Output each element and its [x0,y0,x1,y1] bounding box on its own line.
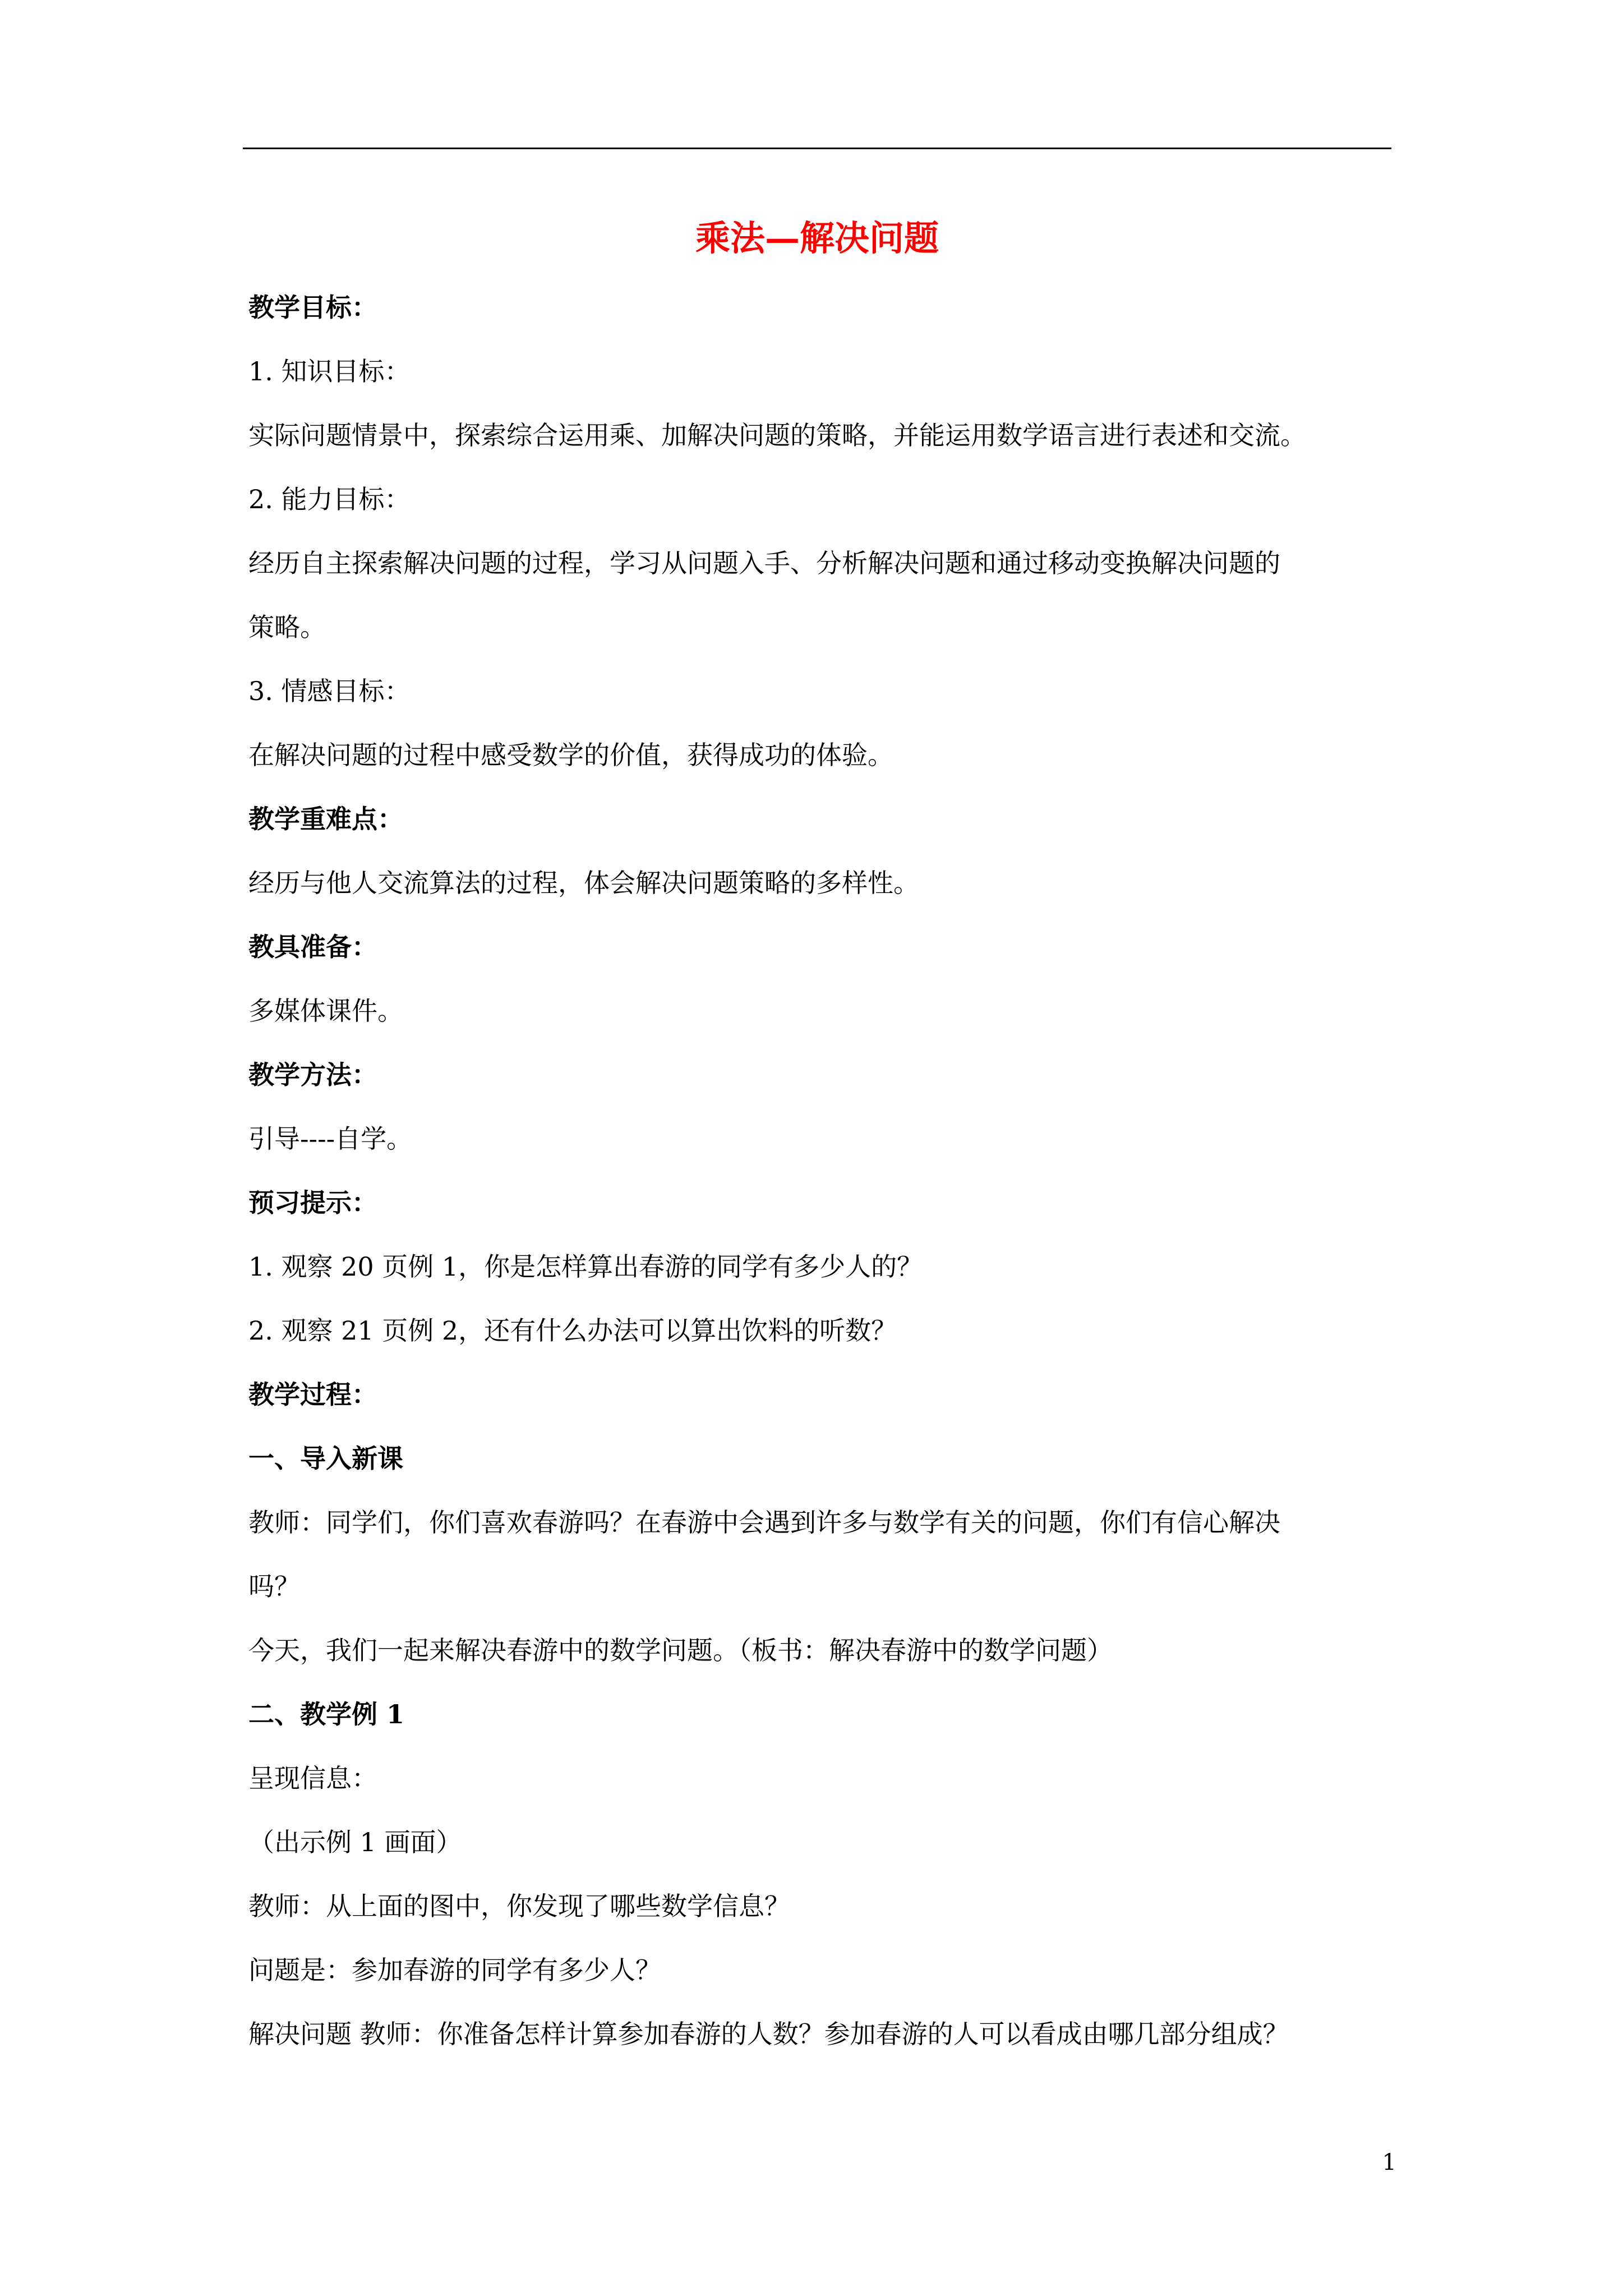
teacher-intro-text: 教师：同学们，你们喜欢春游吗？在春游中会遇到许多与数学有关的问题，你们有信心解决 [248,1507,1280,1538]
heading-teaching-process: 教学过程： [248,1379,377,1410]
preview-tip-2: 2. 观察 21 页例 2，还有什么办法可以算出饮料的听数？ [248,1315,897,1346]
teaching-method-text: 引导----自学。 [248,1124,413,1154]
heading-preview-tips: 预习提示： [248,1188,377,1218]
solve-problem-text: 解决问题 教师：你准备怎样计算参加春游的人数？参加春游的人可以看成由哪几部分组成？ [248,2019,1289,2049]
today-text: 今天，我们一起来解决春游中的数学问题。（板书：解决春游中的数学问题） [248,1635,1113,1665]
teaching-aids-text: 多媒体课件。 [248,996,403,1026]
ability-goal-text: 经历自主探索解决问题的过程，学习从问题入手、分析解决问题和通过移动变换解决问题的 [248,548,1280,578]
header-rule [243,148,1391,149]
emotion-goal-text: 在解决问题的过程中感受数学的价值，获得成功的体验。 [248,740,893,770]
heading-key-points: 教学重难点： [248,804,403,834]
teacher-intro-text-continued: 吗？ [248,1571,300,1602]
heading-teaching-goals: 教学目标： [248,292,377,323]
knowledge-goal-label: 1. 知识目标： [248,356,411,386]
section-example-1: 二、教学例 1 [248,1699,405,1729]
teacher-question-1: 教师：从上面的图中，你发现了哪些数学信息？ [248,1891,790,1921]
document-body [248,292,1395,2082]
emotion-goal-label: 3. 情感目标： [248,676,411,706]
key-points-text: 经历与他人交流算法的过程，体会解决问题策略的多样性。 [248,868,919,898]
page-number: 1 [1382,2150,1396,2175]
document-title: 乘法—解决问题 [695,218,939,259]
heading-teaching-aids: 教具准备： [248,932,377,962]
heading-teaching-method: 教学方法： [248,1060,377,1090]
section-intro-new-lesson: 一、导入新课 [248,1443,403,1474]
show-example-1-text: （出示例 1 画面） [248,1827,462,1857]
present-info-label: 呈现信息： [248,1763,377,1793]
preview-tip-1: 1. 观察 20 页例 1，你是怎样算出春游的同学有多少人的？ [248,1251,923,1282]
knowledge-goal-text: 实际问题情景中，探索综合运用乘、加解决问题的策略，并能运用数学语言进行表述和交流。 [248,420,1306,450]
ability-goal-label: 2. 能力目标： [248,484,411,514]
problem-statement: 问题是：参加春游的同学有多少人？ [248,1955,661,1985]
ability-goal-text-continued: 策略。 [248,612,326,642]
